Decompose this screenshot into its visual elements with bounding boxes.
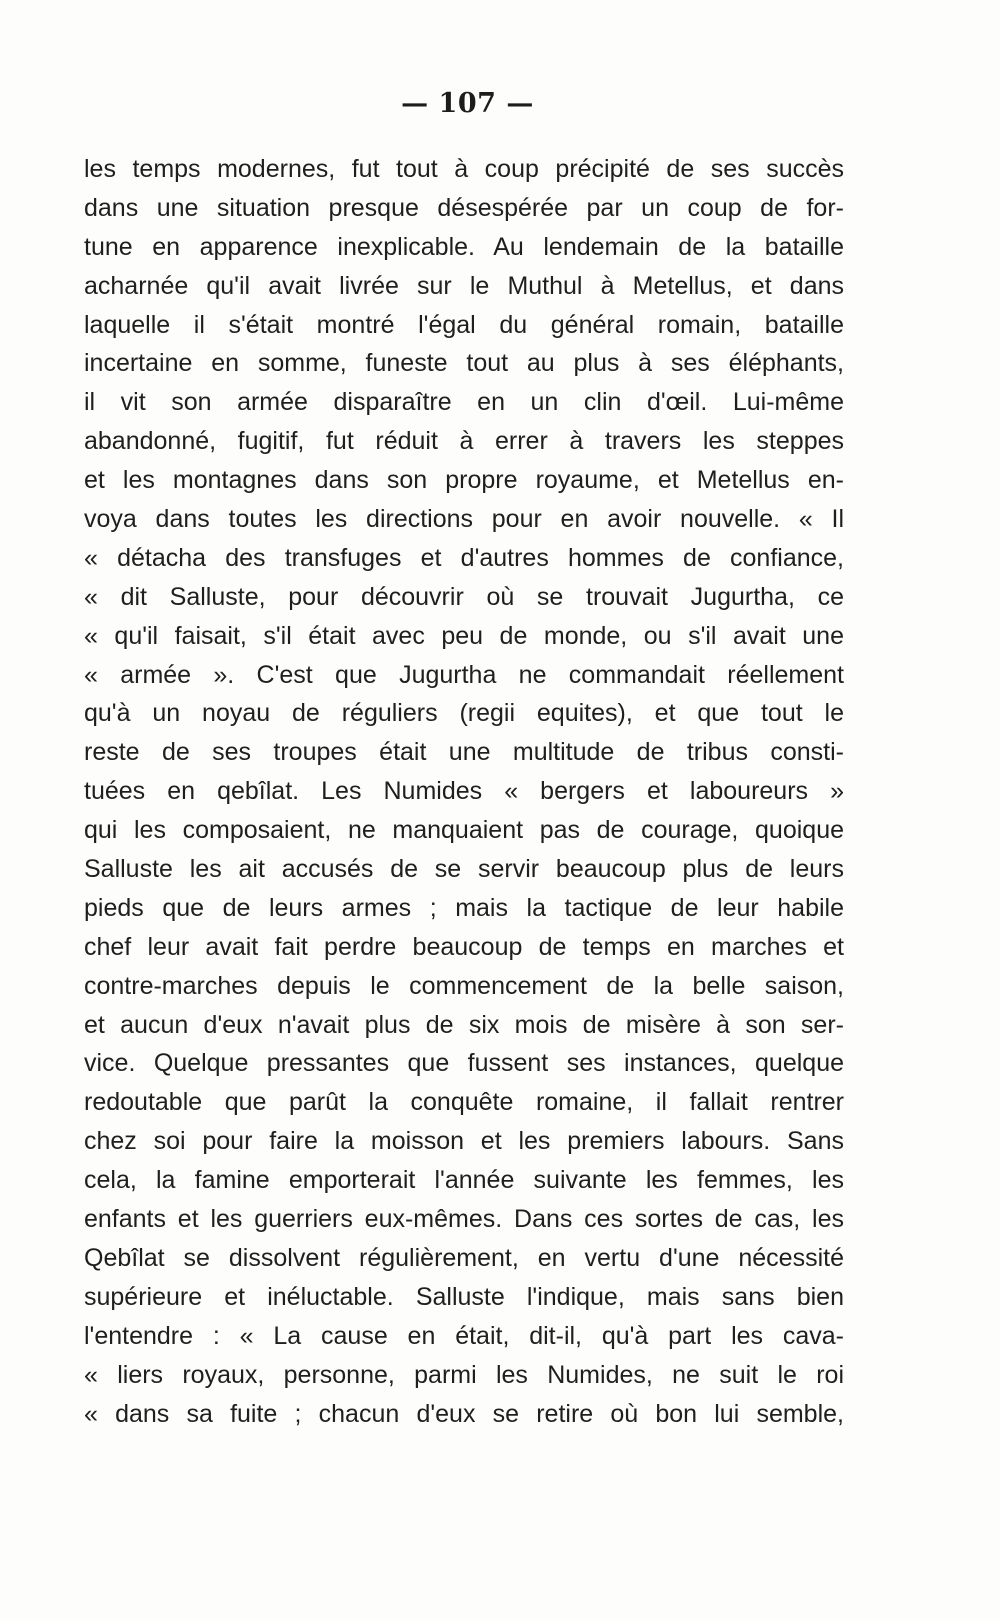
text-line: il vit son armée disparaître en un clin d'œil. Lui-même	[84, 388, 844, 417]
text-line: supérieure et inéluctable. Salluste l'indique, mais sans bien	[84, 1282, 844, 1311]
text-line: dans une situation presque désespérée par un coup de for-	[84, 193, 844, 222]
body-text	[84, 150, 844, 1433]
text-line: « liers royaux, personne, parmi les Numides, ne suit le roi	[84, 1360, 844, 1389]
text-line: abandonné, fugitif, fut réduit à errer à travers les steppes	[84, 427, 844, 456]
text-line: voya dans toutes les directions pour en avoir nouvelle. « Il	[84, 505, 844, 534]
text-line: « détacha des transfuges et d'autres hommes de confiance,	[84, 543, 844, 572]
text-line: contre-marches depuis le commencement de la belle saison,	[84, 971, 844, 1000]
page-number: — 107 —	[401, 88, 534, 119]
text-line: « dans sa fuite ; chacun d'eux se retire où bon lui semble,	[84, 1399, 844, 1428]
text-line: l'entendre : « La cause en était, dit-il, qu'à part les cava-	[84, 1321, 844, 1350]
text-line: Salluste les ait accusés de se servir beaucoup plus de leurs	[84, 855, 844, 884]
text-line: tuées en qebîlat. Les Numides « bergers et laboureurs »	[84, 777, 844, 806]
text-line: « qu'il faisait, s'il était avec peu de monde, ou s'il avait une	[84, 621, 844, 650]
text-line: reste de ses troupes était une multitude de tribus consti-	[84, 738, 844, 767]
text-line: et les montagnes dans son propre royaume, et Metellus en-	[84, 466, 844, 495]
text-line: vice. Quelque pressantes que fussent ses instances, quelque	[84, 1049, 844, 1078]
text-line: cela, la famine emporterait l'année suivante les femmes, les	[84, 1166, 844, 1195]
text-line: laquelle il s'était montré l'égal du général romain, bataille	[84, 310, 844, 339]
text-line: les temps modernes, fut tout à coup précipité de ses succès	[84, 155, 844, 183]
text-line: chef leur avait fait perdre beaucoup de temps en marches et	[84, 932, 844, 961]
text-line: tune en apparence inexplicable. Au lendemain de la bataille	[84, 232, 844, 261]
text-line: chez soi pour faire la moisson et les premiers labours. Sans	[84, 1127, 844, 1156]
text-line: et aucun d'eux n'avait plus de six mois de misère à son ser-	[84, 1010, 844, 1039]
text-line: qu'à un noyau de réguliers (regii equites), et que tout le	[84, 699, 844, 728]
text-line: enfants et les guerriers eux-mêmes. Dans ces sortes de cas, les	[84, 1205, 844, 1234]
text-line: redoutable que parût la conquête romaine, il fallait rentrer	[84, 1088, 844, 1117]
text-line: acharnée qu'il avait livrée sur le Muthul à Metellus, et dans	[84, 271, 844, 300]
text-line: incertaine en somme, funeste tout au plus à ses éléphants,	[84, 349, 844, 378]
text-line: « dit Salluste, pour découvrir où se trouvait Jugurtha, ce	[84, 582, 844, 611]
text-line: Qebîlat se dissolvent régulièrement, en vertu d'une nécessité	[84, 1243, 844, 1272]
text-line: « armée ». C'est que Jugurtha ne commandait réellement	[84, 660, 844, 689]
text-line: qui les composaient, ne manquaient pas de courage, quoique	[84, 816, 844, 845]
text-line: pieds que de leurs armes ; mais la tactique de leur habile	[84, 893, 844, 922]
